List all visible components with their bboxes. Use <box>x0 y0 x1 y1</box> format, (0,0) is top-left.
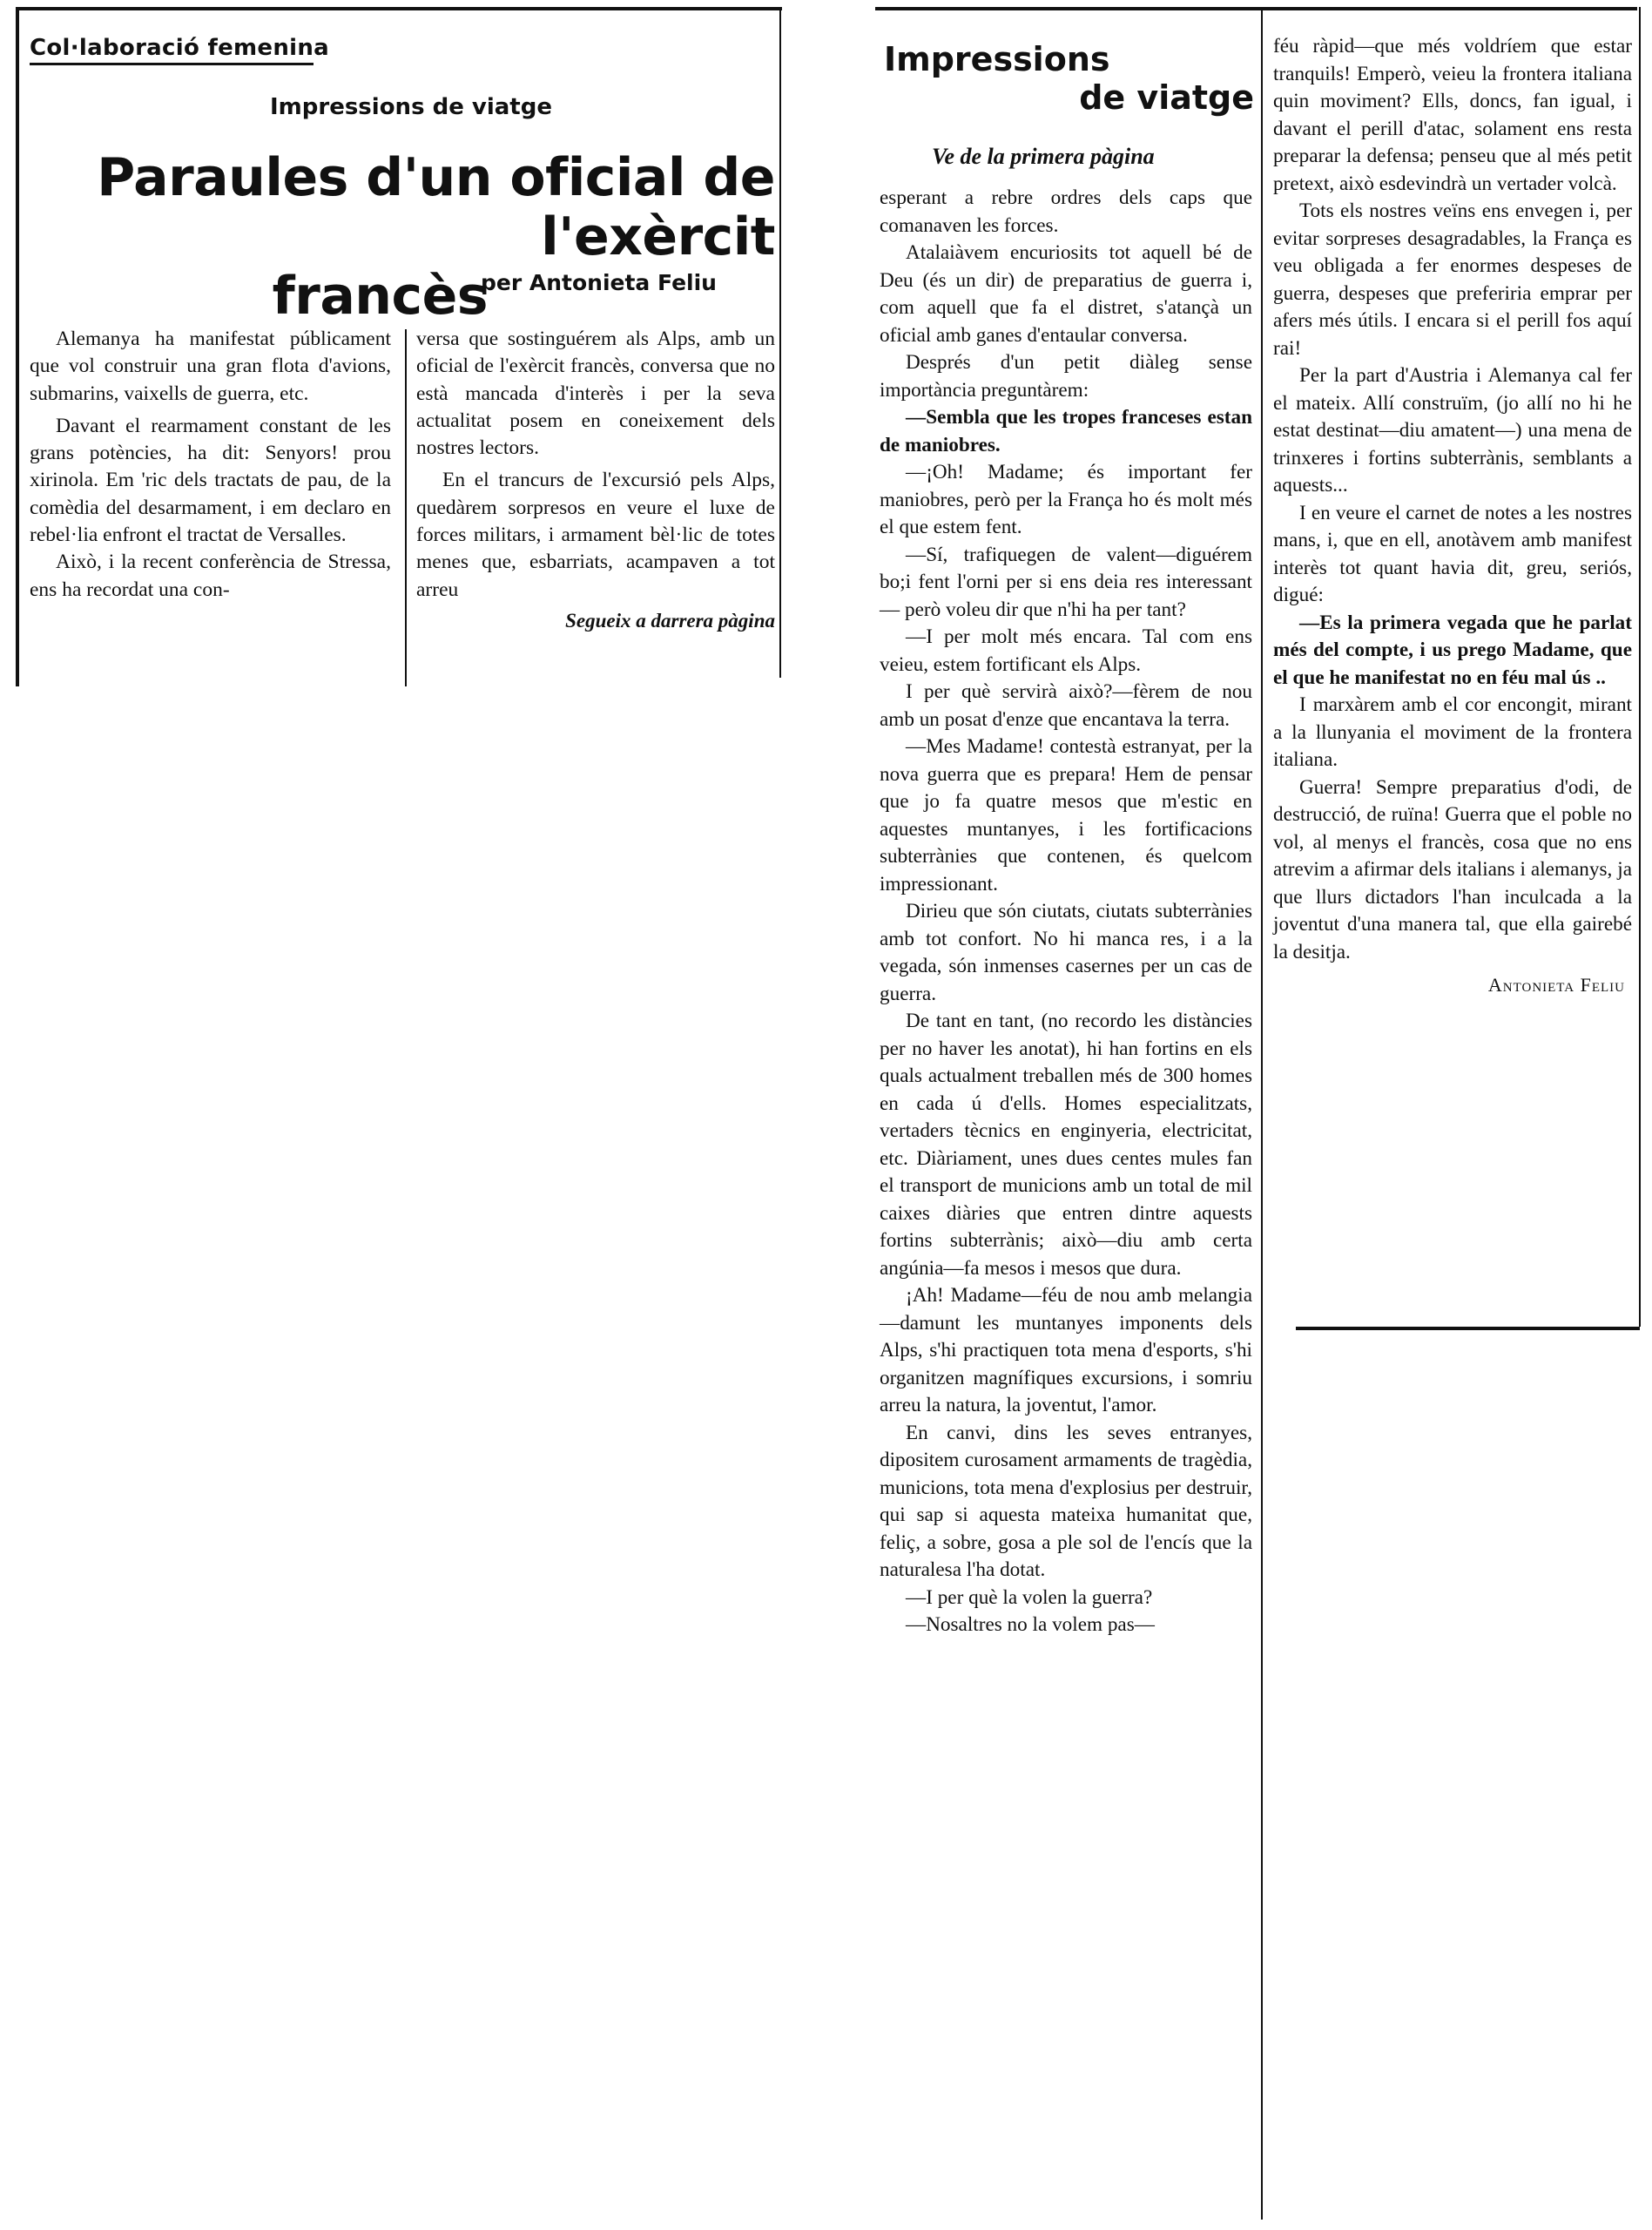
right-right-frame <box>1639 7 1641 1327</box>
signature: Antonieta Feliu <box>1487 974 1625 996</box>
section-label: Col·laboració femenina <box>30 35 330 61</box>
paragraph: Guerra! Sempre preparatius d'odi, de destrucció, de ruïna! Guerra que el poble no vol, al menys el francès, cosa que no ens atrevim a afirmar dels italians i alemanys, ja que llurs dictadors l'han inculcada a la joventut d'una manera tal, que ella gairebé la desitja. <box>1273 775 1632 963</box>
paragraph: —Nosaltres no la volem pas— <box>906 1613 1155 1636</box>
paragraph: I en veure el carnet de notes a les nostres mans, i, que en ell, anotàvem amb manifest interès tot quant havia dit, greu, seriós, digué: <box>1273 501 1632 606</box>
paragraph: I per què servirà això?—fèrem de nou amb un posat d'enze que encantava la terra. <box>880 680 1252 731</box>
left-column-2 <box>416 326 775 634</box>
paragraph: Alemanya ha manifestat públicament que vol construir una gran flota d'avions, submarins, vaixells de guerra, etc. <box>30 328 391 405</box>
paragraph: —Es la primera vegada que he parlat més del compte, i us prego Madame, que el que he manifestat no en féu mal ús .. <box>1273 611 1632 689</box>
left-top-rule <box>16 7 782 10</box>
article-kicker: Impressions de viatge <box>270 94 552 120</box>
paragraph: —I per què la volen la guerra? <box>906 1585 1153 1609</box>
section-label-underline <box>30 63 314 65</box>
paragraph: Davant el rearmament constant de les grans potències, ha dit: Senyors! prou xirinola. Em 'ric dels tractats de pau, de la comèdia del desarmament, i em declaro en rebel·lia enfront el tractat de Versalles. <box>30 414 391 547</box>
right-title <box>884 40 1254 117</box>
paragraph: —¡Oh! Madame; és important fer maniobres, però per la França ho és molt més el que estem fent. <box>880 461 1252 538</box>
paragraph: En el trancurs de l'excursió pels Alps, quedàrem sorpresos en veure el luxe de forces militars, i armament bèl·lic de totes menes que, esbarriats, acampaven a tot arreu <box>416 469 775 601</box>
headline-line-2: francès <box>272 266 488 327</box>
paragraph: De tant en tant, (no recordo les distàncies per no haver les anotat), hi han fortins en els quals actualment treballen més de 300 homes en cada ú d'ells. Homes especialitzats, vertaders tècnics en enginyeria, electricitat, etc. Diàriament, unes dues centes mules fan el transport de municions amb un total de mil caixes diàries que entren dintre aquests fortins subterrànis; això—diu amb certa angúnia—fa mesos i mesos que dura. <box>880 1010 1252 1280</box>
from-line: Ve de la primera pàgina <box>932 144 1155 169</box>
paragraph: esperant a rebre ordres dels caps que comanaven les forces. <box>880 186 1252 237</box>
paragraph: versa que sostinguérem als Alps, amb un oficial de l'exèrcit francès, conversa que no està mancada d'interès i per la seva actualitat posem en coneixement dels nostres lectors. <box>416 328 775 460</box>
right-end-rule <box>1296 1327 1640 1330</box>
paragraph: I marxàrem amb el cor encongit, mirant a la llunyania el moviment de la frontera italiana. <box>1273 693 1632 771</box>
paragraph: —Mes Madame! contestà estranyat, per la nova guerra que es prepara! Hem de pensar que jo fa quatre mesos que m'estic en aquestes muntanyes, i les fortificacions subterrànies que contenen, és quelcom impressionant. <box>880 735 1252 895</box>
right-title-line-2: de viatge <box>1079 78 1254 117</box>
paragraph: Després d'un petit diàleg sense importància preguntàrem: <box>880 351 1252 402</box>
left-column-1 <box>30 326 391 604</box>
paragraph: Tots els nostres veïns ens envegen i, per evitar sorpreses desagradables, la França es veu obligada a fer enormes despeses de guerra, despeses que preferiria emprar per afers més útils. I encara si el perill fos aquí rai! <box>1273 199 1632 360</box>
column-divider <box>405 329 407 686</box>
left-frame-rule <box>16 7 19 686</box>
paragraph: Això, i la recent conferència de Stressa, ens ha recordat una con- <box>30 551 391 601</box>
headline-line-1: Paraules d'un oficial de l'exèrcit <box>97 147 775 267</box>
paragraph: Per la part d'Austria i Alemanya cal fer el mateix. Allí construïm, (jo allí no hi he estat destinat—diu amatent—) una mena de trinxeres i fortins subterrànis, semblants a aquests... <box>1273 364 1632 497</box>
right-title-line-1: Impressions <box>884 40 1110 78</box>
paragraph: —I per molt més encara. Tal com ens veieu, estem fortificant els Alps. <box>880 625 1252 676</box>
headline <box>26 148 775 326</box>
paragraph: —Sembla que les tropes franceses estan de maniobres. <box>880 406 1252 456</box>
right-column-2 <box>1273 33 1632 999</box>
paragraph: En canvi, dins les seves entranyes, dipositem curosament armaments de tragèdia, municions, tota mena d'explosius per destruir, qui sap si aquesta mateixa humanitat que, feliç, a sobre, gosa a ple sol de l'encís que la naturalesa l'ha dotat. <box>880 1421 1252 1581</box>
byline: per Antonieta Feliu <box>481 270 717 295</box>
right-column-1 <box>880 185 1252 1639</box>
paragraph: Atalaiàvem encuriosits tot aquell bé de Deu (és un dir) de preparatius de guerra i, com aquell que fa el distret, s'atançà un oficial amb ganes d'entaular conversa. <box>880 241 1252 347</box>
right-top-rule <box>875 7 1637 10</box>
right-col-divider <box>1261 7 1263 2220</box>
left-right-frame-rule <box>779 7 781 678</box>
paragraph: —Sí, trafiquegen de valent—diguérem bo;i fent l'orni per si ens deia res interessant— però voleu dir que n'hi ha per tant? <box>880 543 1252 621</box>
paragraph: Dirieu que són ciutats, ciutats subterrànies amb tot confort. No hi manca res, i a la vegada, són inmenses casernes per un cas de guerra. <box>880 900 1252 1005</box>
continued-notice: Segueix a darrera pàgina <box>565 609 775 632</box>
paragraph: ¡Ah! Madame—féu de nou amb melangia—damunt les muntanyes imponents dels Alps, s'hi practiquen tota mena d'esports, s'hi organitzen magnífiques excursions, i somriu arreu la natura, la joventut, l'amor. <box>880 1284 1252 1416</box>
paragraph: féu ràpid—que més voldríem que estar tranquils! Emperò, veieu la frontera italiana quin moviment? Ells, doncs, fan igual, i davant el perill d'atac, solament ens resta preparar la defensa; penseu que al més petit pretext, això esdevindrà un vertader volcà. <box>1273 35 1632 195</box>
